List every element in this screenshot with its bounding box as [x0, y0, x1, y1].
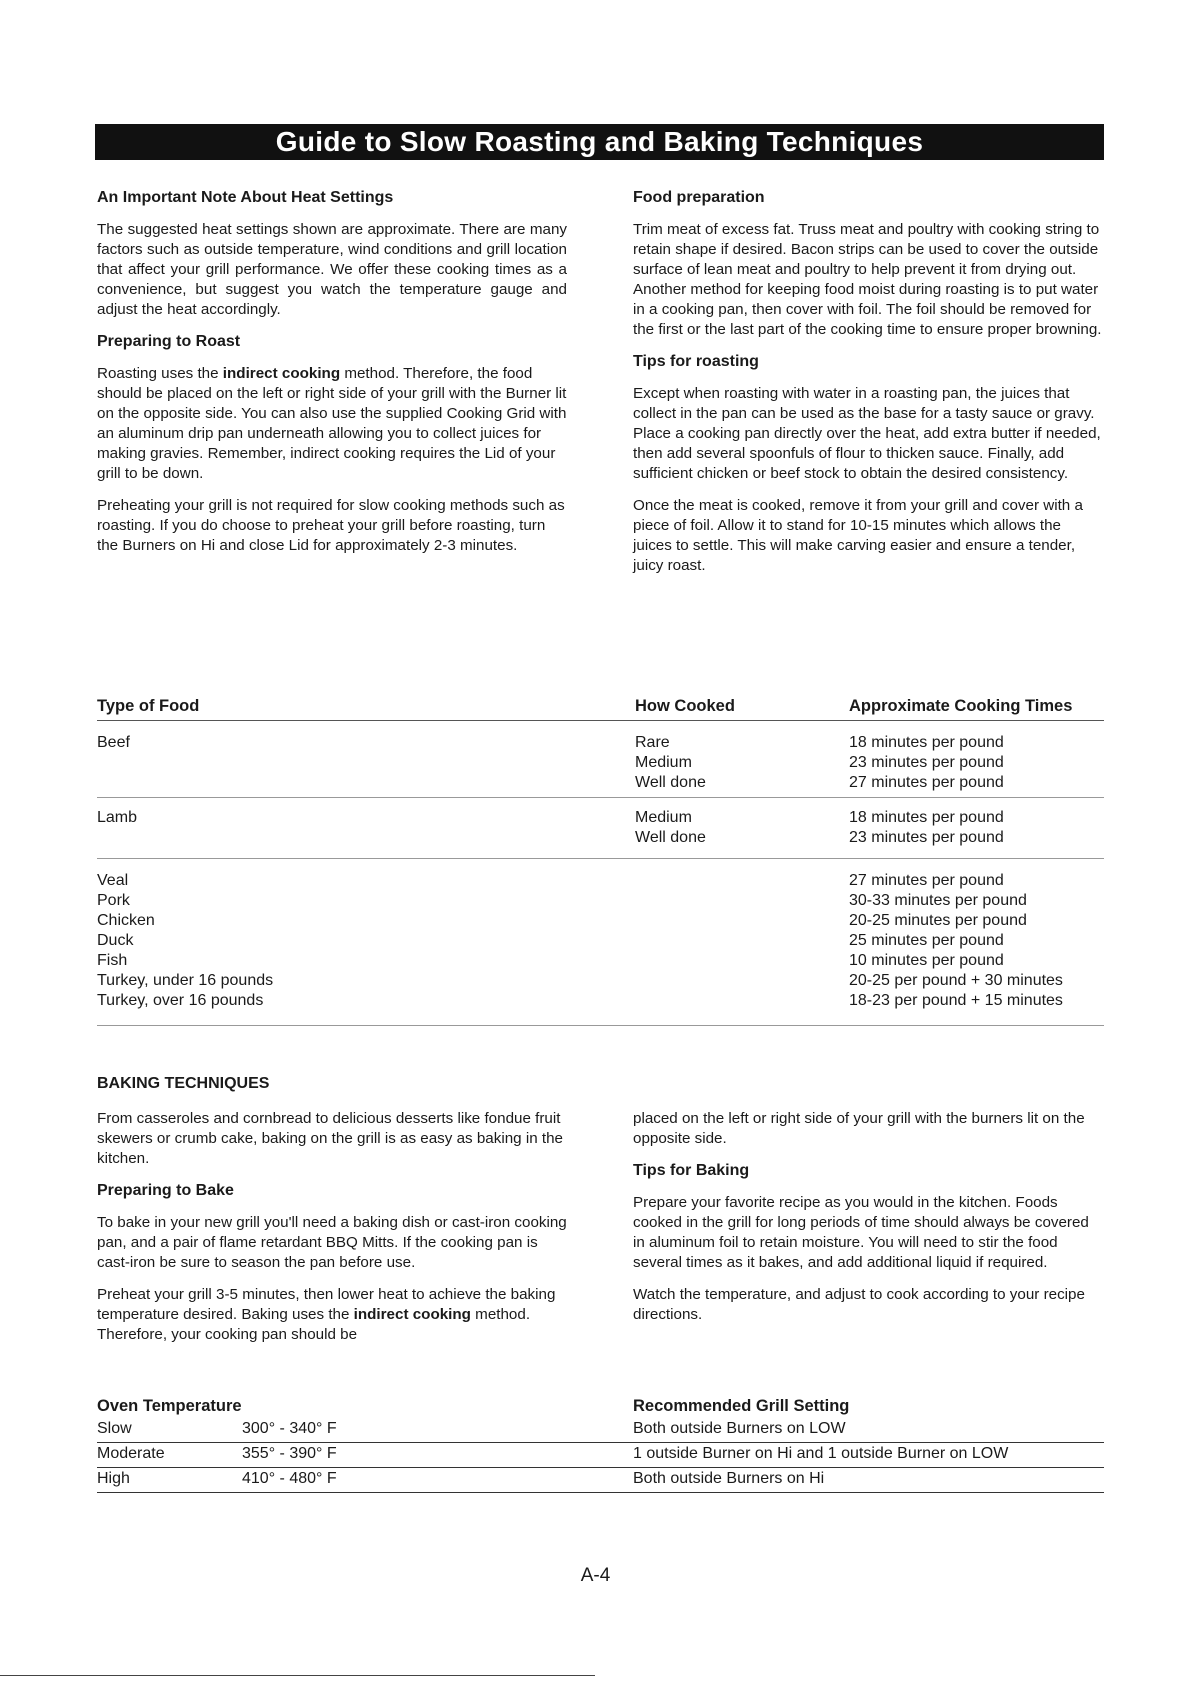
- table-row: [97, 1443, 1104, 1468]
- page-title-banner: Guide to Slow Roasting and Baking Techniques: [95, 124, 1104, 160]
- tips-roasting-heading: Tips for roasting: [633, 353, 759, 370]
- right-column: [633, 188, 1103, 588]
- oven-name-cell: High: [97, 1470, 130, 1487]
- cooking-time-cell: 18 minutes per pound 23 minutes per pound 27 minutes per pound: [849, 734, 1004, 791]
- how-cooked-cell: Medium Well done: [635, 809, 706, 846]
- table-row: [97, 1468, 1104, 1493]
- oven-temperature-table: [97, 1396, 1104, 1493]
- grill-setting-cell: Both outside Burners on Hi: [633, 1470, 825, 1487]
- roast-text-bold: indirect cooking: [222, 365, 341, 382]
- baking-intro-text: From casseroles and cornbread to delicious desserts like fondue fruit skewers or crumb cake, baking on the grill is as easy as baking in the kitchen.: [97, 1110, 563, 1167]
- preheating-text: Preheating your grill is not required for slow cooking methods such as roasting. If you do choose to preheat your grill before roasting, turn the Burners on Hi and close Lid for approximately 2-3 minutes.: [97, 497, 565, 554]
- page-number: A-4: [580, 1565, 611, 1586]
- header-how-cooked: How Cooked: [635, 697, 735, 715]
- roast-text-part-1: Roasting uses the: [97, 365, 223, 382]
- cooking-time-cell: 27 minutes per pound 30-33 minutes per pound 20-25 minutes per pound 25 minutes per pound 10 minutes per pound 20-25 per pound + 30 minutes 18-23 per pound + 15 minutes: [849, 872, 1063, 1009]
- table-row: [97, 859, 1104, 1026]
- preparing-bake-text-2: [97, 1285, 567, 1345]
- tips-baking-heading: Tips for Baking: [633, 1162, 750, 1179]
- header-oven-temperature: Oven Temperature: [97, 1397, 242, 1415]
- left-column: [97, 188, 567, 568]
- baking-heading: BAKING TECHNIQUES: [97, 1075, 270, 1092]
- food-cell: Veal Pork Chicken Duck Fish Turkey, under 16 pounds Turkey, over 16 pounds: [97, 872, 274, 1009]
- heat-settings-heading: An Important Note About Heat Settings: [97, 189, 394, 206]
- cooking-times-table: [97, 696, 1104, 1026]
- preparing-bake-text-1: To bake in your new grill you'll need a baking dish or cast-iron cooking pan, and a pair of flame retardant BBQ Mitts. If the cooking pan is cast-iron be sure to season the pan before use.: [97, 1214, 567, 1271]
- oven-name-cell: Moderate: [97, 1445, 165, 1462]
- tips-roasting-text-1: Except when roasting with water in a roasting pan, the juices that collect in the pan can be used as the base for a tasty sauce or gravy. Place a cooking pan directly over the heat, add extra butter if needed, then add several spoonfuls of flour to thicken sauce. Finally, add sufficient chicken or beef stock to obtain the desired consistency.: [633, 385, 1101, 482]
- oven-name-cell: Slow: [97, 1420, 132, 1437]
- grill-setting-cell: Both outside Burners on LOW: [633, 1420, 846, 1437]
- cooking-time-cell: 18 minutes per pound 23 minutes per pound: [849, 809, 1004, 846]
- tips-roasting-text-2: Once the meat is cooked, remove it from your grill and cover with a piece of foil. Allow it to stand for 10-15 minutes which allows the juices to settle. This will make carving easier and ensure a tender, juicy roast.: [633, 497, 1083, 574]
- oven-table-header: [97, 1396, 1104, 1418]
- heat-settings-text: The suggested heat settings shown are approximate. There are many factors such as outside temperature, wind conditions and grill location that affect your grill performance. We offer these cooking times as a convenience, but suggest you watch the temperature gauge and adjust the heat accordingly.: [97, 221, 567, 318]
- food-cell: Lamb: [97, 809, 138, 826]
- bake-text-bold: indirect cooking: [353, 1306, 471, 1323]
- food-prep-text: Trim meat of excess fat. Truss meat and poultry with cooking string to retain shape if desired. Bacon strips can be used to cover the outside surface of lean meat and poultry to help prevent it from drying out. Another method for keeping food moist during roasting is to put water in a cooking pan, then cover with foil. The foil should be removed for the first or the last part of the cooking time to ensure proper browning.: [633, 221, 1102, 338]
- tips-baking-text-2: Watch the temperature, and adjust to cook according to your recipe directions.: [633, 1286, 1085, 1323]
- oven-temp-cell: 300° - 340° F: [242, 1420, 337, 1437]
- oven-temp-cell: 355° - 390° F: [242, 1445, 337, 1462]
- how-cooked-cell: Rare Medium Well done: [635, 734, 706, 791]
- preparing-bake-heading: Preparing to Bake: [97, 1182, 234, 1199]
- preparing-roast-heading: Preparing to Roast: [97, 333, 241, 350]
- header-type-of-food: Type of Food: [97, 697, 200, 715]
- table-row: [97, 798, 1104, 859]
- table-row: [97, 721, 1104, 798]
- bake-text-part-2: method. Therefore, your cooking pan should be: [97, 1306, 531, 1343]
- tips-baking-text-1: Prepare your favorite recipe as you would in the kitchen. Foods cooked in the grill for long periods of time should always be covered in aluminum foil to retain moisture. You will need to stir the food several times as it bakes, and add additional liquid if required.: [633, 1194, 1089, 1271]
- header-cooking-times: Approximate Cooking Times: [849, 697, 1073, 715]
- roast-text-part-2: method. Therefore, the food should be placed on the left or right side of your grill with the Burner lit on the opposite side. You can also use the supplied Cooking Grid with an aluminum drip pan underneath allowing you to collect juices for making gravies. Remember, indirect cooking requires the Lid of your grill to be down.: [97, 365, 567, 482]
- food-prep-heading: Food preparation: [633, 189, 765, 206]
- oven-temp-cell: 410° - 480° F: [242, 1470, 337, 1487]
- food-cell: Beef: [97, 734, 130, 751]
- grill-setting-cell: 1 outside Burner on Hi and 1 outside Burner on LOW: [633, 1445, 1009, 1462]
- baking-left-column: [97, 1109, 567, 1357]
- baking-continued-text: placed on the left or right side of your grill with the burners lit on the opposite side.: [633, 1110, 1085, 1147]
- footer-divider: [0, 1675, 595, 1676]
- baking-right-column: [633, 1109, 1103, 1337]
- bake-text-part-1: Preheat your grill 3-5 minutes, then lower heat to achieve the baking temperature desired. Baking uses the: [97, 1286, 556, 1323]
- table-row: [97, 1418, 1104, 1443]
- header-grill-setting: Recommended Grill Setting: [633, 1397, 850, 1415]
- preparing-roast-text: [97, 364, 567, 484]
- table-header: [97, 696, 1104, 721]
